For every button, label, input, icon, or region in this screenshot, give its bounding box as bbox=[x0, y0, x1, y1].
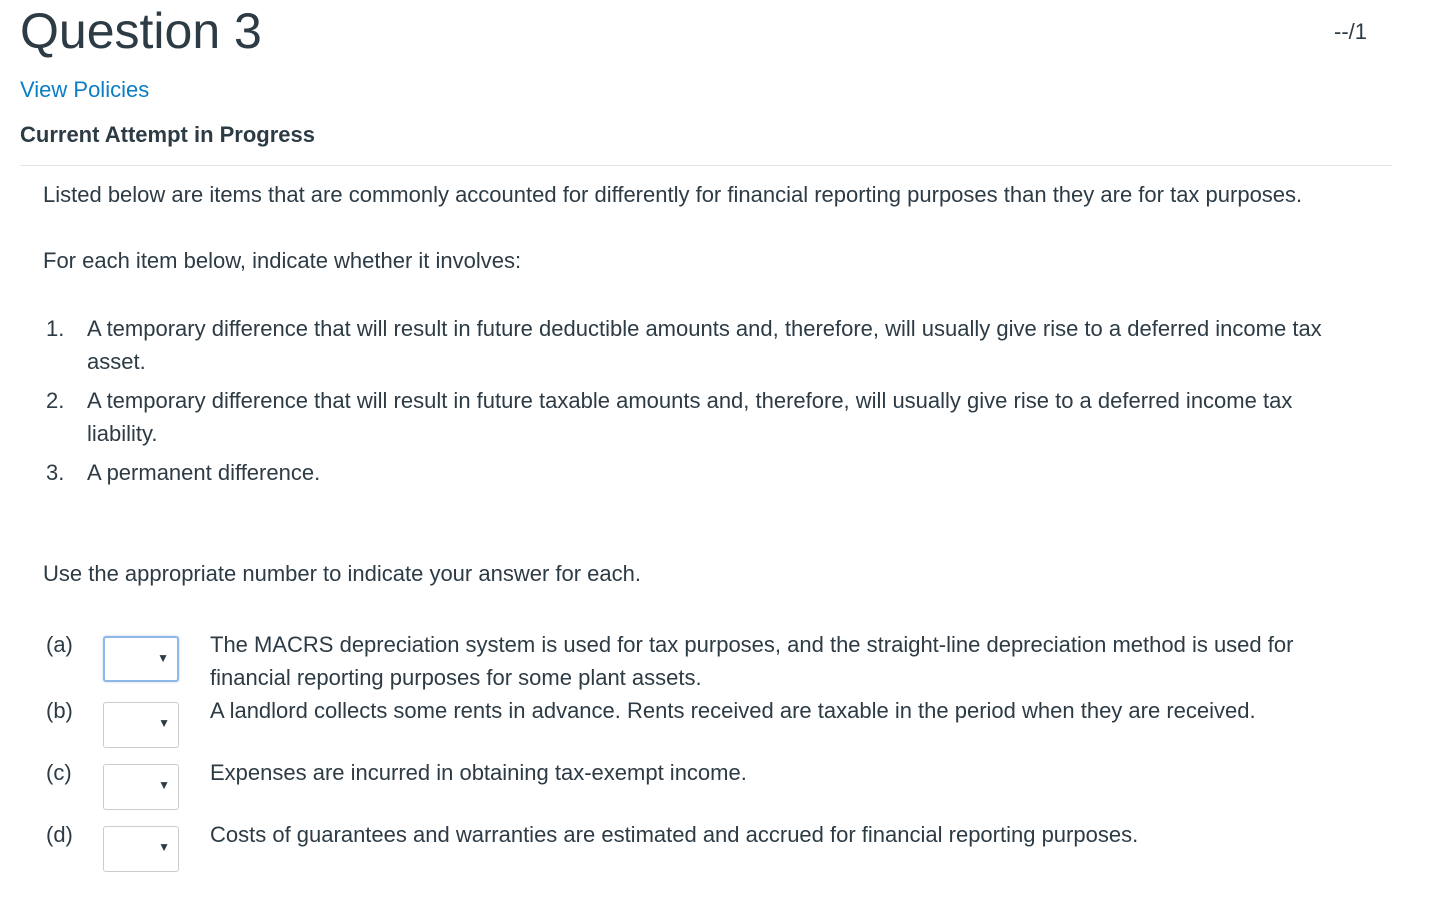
item-description: The MACRS depreciation system is used for tax purposes, and the straight-line depreciation method is used for financial reporting purposes for some plant assets. bbox=[210, 632, 1294, 690]
option-text: A temporary difference that will result in future taxable amounts and, therefore, will usually give rise to a deferred income tax liability. bbox=[87, 388, 1293, 446]
chevron-down-icon: ▼ bbox=[158, 840, 170, 854]
instruction-text: For each item below, indicate whether it involves: bbox=[43, 248, 522, 273]
answer-dropdown-a[interactable] bbox=[103, 636, 179, 682]
question-content bbox=[43, 178, 1383, 880]
option-number: 3. bbox=[46, 460, 65, 485]
answer-row-a bbox=[43, 628, 1383, 694]
option-item-1 bbox=[43, 312, 1357, 378]
chevron-down-icon: ▼ bbox=[158, 778, 170, 792]
option-text: A temporary difference that will result in future deductible amounts and, therefore, will usually give rise to a deferred income tax asset. bbox=[87, 316, 1322, 374]
intro-text: Listed below are items that are commonly accounted for differently for financial reporting purposes than they are for tax purposes. bbox=[43, 182, 1303, 207]
chevron-down-icon: ▼ bbox=[157, 651, 169, 665]
item-letter: (c) bbox=[46, 760, 72, 785]
answer-rows bbox=[43, 628, 1383, 880]
answer-dropdown-d[interactable] bbox=[103, 826, 179, 872]
option-number: 1. bbox=[46, 316, 65, 341]
answer-row-c bbox=[43, 756, 1383, 818]
question-title: Question 3 bbox=[20, 3, 262, 59]
chevron-down-icon: ▼ bbox=[158, 716, 170, 730]
item-description: A landlord collects some rents in advance. Rents received are taxable in the period when they are received. bbox=[210, 698, 1256, 723]
answer-dropdown-b[interactable] bbox=[103, 702, 179, 748]
option-item-2 bbox=[43, 384, 1357, 450]
answer-row-b bbox=[43, 694, 1383, 756]
item-letter: (d) bbox=[46, 822, 73, 847]
view-policies-link[interactable]: View Policies bbox=[20, 77, 150, 102]
option-number: 2. bbox=[46, 388, 65, 413]
points-display: --/1 bbox=[1334, 19, 1367, 44]
answer-row-d bbox=[43, 818, 1383, 880]
item-description: Expenses are incurred in obtaining tax-exempt income. bbox=[210, 760, 747, 785]
item-letter: (b) bbox=[46, 698, 73, 723]
option-text: A permanent difference. bbox=[87, 460, 321, 485]
question-header bbox=[20, 0, 1392, 166]
use-instruction: Use the appropriate number to indicate your answer for each. bbox=[43, 561, 641, 586]
answer-dropdown-c[interactable] bbox=[103, 764, 179, 810]
option-item-3 bbox=[43, 456, 1357, 489]
options-list bbox=[43, 312, 1383, 489]
item-letter: (a) bbox=[46, 632, 73, 657]
attempt-status: Current Attempt in Progress bbox=[20, 122, 316, 147]
item-description: Costs of guarantees and warranties are estimated and accrued for financial reporting purposes. bbox=[210, 822, 1139, 847]
